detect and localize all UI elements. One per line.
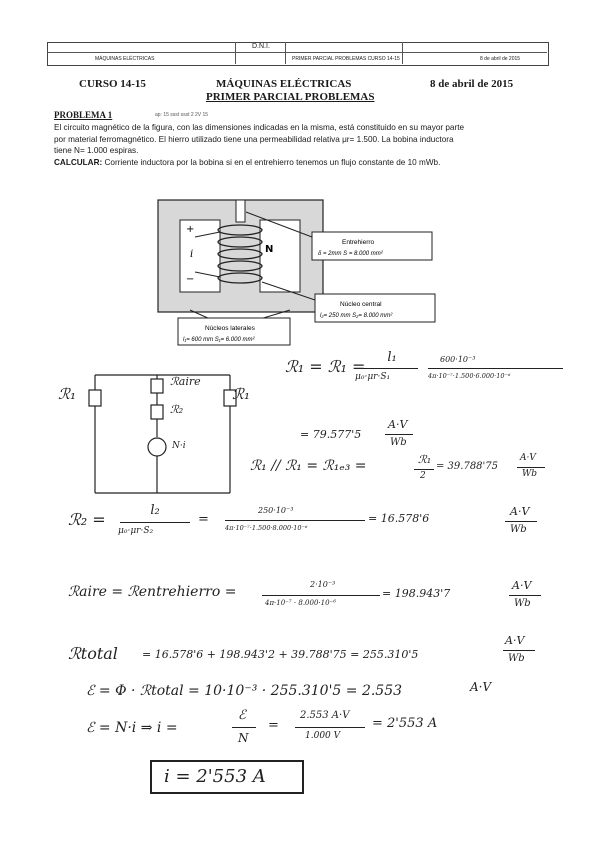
lateral-title: Núcleos laterales xyxy=(205,325,255,332)
eq4-unit-bar xyxy=(509,595,541,596)
eq3-bar-2 xyxy=(225,520,365,521)
calc-label: CALCULAR: xyxy=(54,157,103,167)
eq7-bar xyxy=(232,727,256,728)
circuit-r1-left: ℛ₁ xyxy=(58,385,76,403)
eq3-den-val: 4π·10⁻⁷·1.500·8.000·10⁻⁶ xyxy=(225,524,308,532)
coil-n-label: N xyxy=(265,244,274,255)
eq7-num-val: 2.553 A·V xyxy=(300,710,350,721)
exam-title: PRIMER PARCIAL PROBLEMAS xyxy=(206,91,375,103)
eq1-unit-den: Wb xyxy=(390,437,407,448)
eq7-den: N xyxy=(238,731,249,745)
eq7-num: ℰ xyxy=(238,708,246,723)
header-strip-course: MÁQUINAS ELÉCTRICAS xyxy=(95,56,155,62)
window-right xyxy=(260,220,300,292)
eq7-eq: = xyxy=(268,718,279,733)
magnetic-circuit-figure xyxy=(150,192,460,347)
header-strip-date: 8 de abril de 2015 xyxy=(480,56,521,62)
current-label: i xyxy=(190,249,194,260)
eq7-den-val: 1.000 V xyxy=(305,731,341,741)
eq3-result: = 16.578'6 xyxy=(368,512,430,525)
header-strip-exam: PRIMER PARCIAL PROBLEMAS CURSO 14-15 xyxy=(292,56,400,62)
eq1-num-val: 600·10⁻³ xyxy=(440,355,476,364)
eq6-unit: A·V xyxy=(470,680,492,694)
circuit-source: N·i xyxy=(172,441,186,451)
eq2-unit-bar xyxy=(517,467,545,468)
eq2-frac-den: 2 xyxy=(420,471,426,481)
gap-title: Entrehierro xyxy=(342,239,375,246)
eq1-num: l₁ xyxy=(387,350,397,365)
header-strip-sep-3 xyxy=(402,42,403,64)
eq1-bar-2 xyxy=(428,368,563,369)
calc-line xyxy=(54,157,554,169)
header-strip xyxy=(47,42,549,66)
eq4-lhs: ℛaire = ℛentrehierro = xyxy=(68,584,237,600)
eq5-rhs: = 16.578'6 + 198.943'2 + 39.788'75 = 255.310'5 xyxy=(142,648,419,661)
eq4-result: = 198.943'7 xyxy=(382,587,451,600)
eq2-lhs: ℛ₁ // ℛ₁ = ℛ₁ₑ₃ = xyxy=(250,458,367,474)
eq5-unit-den: Wb xyxy=(508,653,525,664)
eq2-frac-num: ℛ₁ xyxy=(418,453,432,466)
eq5-unit-num: A·V xyxy=(505,634,525,647)
eq3-unit-den: Wb xyxy=(510,524,527,535)
course-label: CURSO 14-15 xyxy=(79,78,146,90)
eq2-unit-num: A·V xyxy=(520,453,536,463)
minus-sign: − xyxy=(186,274,195,285)
eq3-unit-bar xyxy=(505,521,537,522)
exam-date: 8 de abril de 2015 xyxy=(430,78,514,90)
eq4-unit-num: A·V xyxy=(512,579,532,592)
circuit-r-gap: ℛaire xyxy=(170,375,201,388)
header-strip-divider xyxy=(47,52,547,53)
eq3-num-val: 250·10⁻³ xyxy=(258,506,294,515)
eq3-lhs: ℛ₂ = xyxy=(68,510,106,529)
eq7-bar-2 xyxy=(295,727,365,728)
problem-note: ap: 15 ssst ssst 2 2V 15 xyxy=(155,112,209,118)
eq1-result: = 79.577'5 xyxy=(300,428,362,441)
eq7-lhs: ℰ = N·i ⇒ i = xyxy=(86,720,178,736)
statement-line-1: El circuito magnético de la figura, con las dimensiones indicadas en la misma, está constituido en su mayor parte xyxy=(54,123,465,132)
calc-text: Corriente inductora por la bobina si en el entrehierro tenemos un flujo constante de 10 mWb. xyxy=(102,157,441,167)
eq4-num-val: 2·10⁻³ xyxy=(310,580,336,589)
eq6: ℰ = Φ · ℛtotal = 10·10⁻³ · 255.310'5 = 2.553 xyxy=(86,683,403,699)
circuit-r1-right: ℛ₁ xyxy=(232,385,250,403)
eq4-den-val: 4π·10⁻⁷ · 8.000·10⁻⁶ xyxy=(265,599,337,607)
eq1-den: μ₀·μr·S₁ xyxy=(355,372,391,382)
problem-label: PROBLEMA 1 xyxy=(54,110,113,120)
plus-sign: + xyxy=(186,224,195,235)
eq2-unit-den: Wb xyxy=(522,469,538,479)
eq4-unit-den: Wb xyxy=(514,598,531,609)
eq1-lhs: ℛ₁ = ℛ₁ = xyxy=(285,357,366,376)
statement-line-3: tiene N= 1.000 espiras. xyxy=(54,146,139,155)
eq3-eq: = xyxy=(198,512,209,527)
header-strip-sep-2 xyxy=(285,42,286,64)
eq2-frac-bar xyxy=(414,469,434,470)
gap-dims: δ = 2mm S = 8.000 mm² xyxy=(318,251,383,257)
eq5-lhs: ℛtotal xyxy=(68,644,118,663)
eq7-result: = 2'553 A xyxy=(372,716,438,731)
equivalent-circuit xyxy=(55,365,255,505)
eq3-num: l₂ xyxy=(150,503,160,518)
eq3-unit-num: A·V xyxy=(510,505,530,518)
eq4-bar xyxy=(262,595,380,596)
lateral-dims: l₁= 600 mm S₁= 6.000 mm² xyxy=(183,337,255,343)
circuit-r2: ℛ₂ xyxy=(170,403,184,416)
eq1-unit-bar xyxy=(385,434,413,435)
header-strip-sep-1 xyxy=(235,42,236,64)
eq1-bar xyxy=(358,368,418,369)
header-strip-dni: D.N.I. xyxy=(252,43,270,50)
problem-statement xyxy=(54,122,554,168)
air-gap xyxy=(236,200,245,222)
subject-title: MÁQUINAS ELÉCTRICAS xyxy=(216,78,352,90)
final-answer: i = 2'553 A xyxy=(164,766,266,787)
eq1-unit-num: A·V xyxy=(388,418,408,431)
central-dims: l₂= 250 mm S₂= 8.000 mm² xyxy=(320,313,393,319)
eq5-unit-bar xyxy=(503,650,535,651)
eq2-result: = 39.788'75 xyxy=(436,461,499,472)
central-title: Núcleo central xyxy=(340,301,382,308)
eq1-den-val: 4π·10⁻⁷·1.500·6.000·10⁻⁶ xyxy=(428,372,511,380)
answer-box xyxy=(150,760,304,794)
eq3-den: μ₀·μr·S₂ xyxy=(118,526,154,536)
eq3-bar xyxy=(120,522,190,523)
statement-line-2: por material ferromagnético. El hierro utilizado tiene una permeabilidad relativa μr= 1.500. La bobina inductora xyxy=(54,134,454,144)
